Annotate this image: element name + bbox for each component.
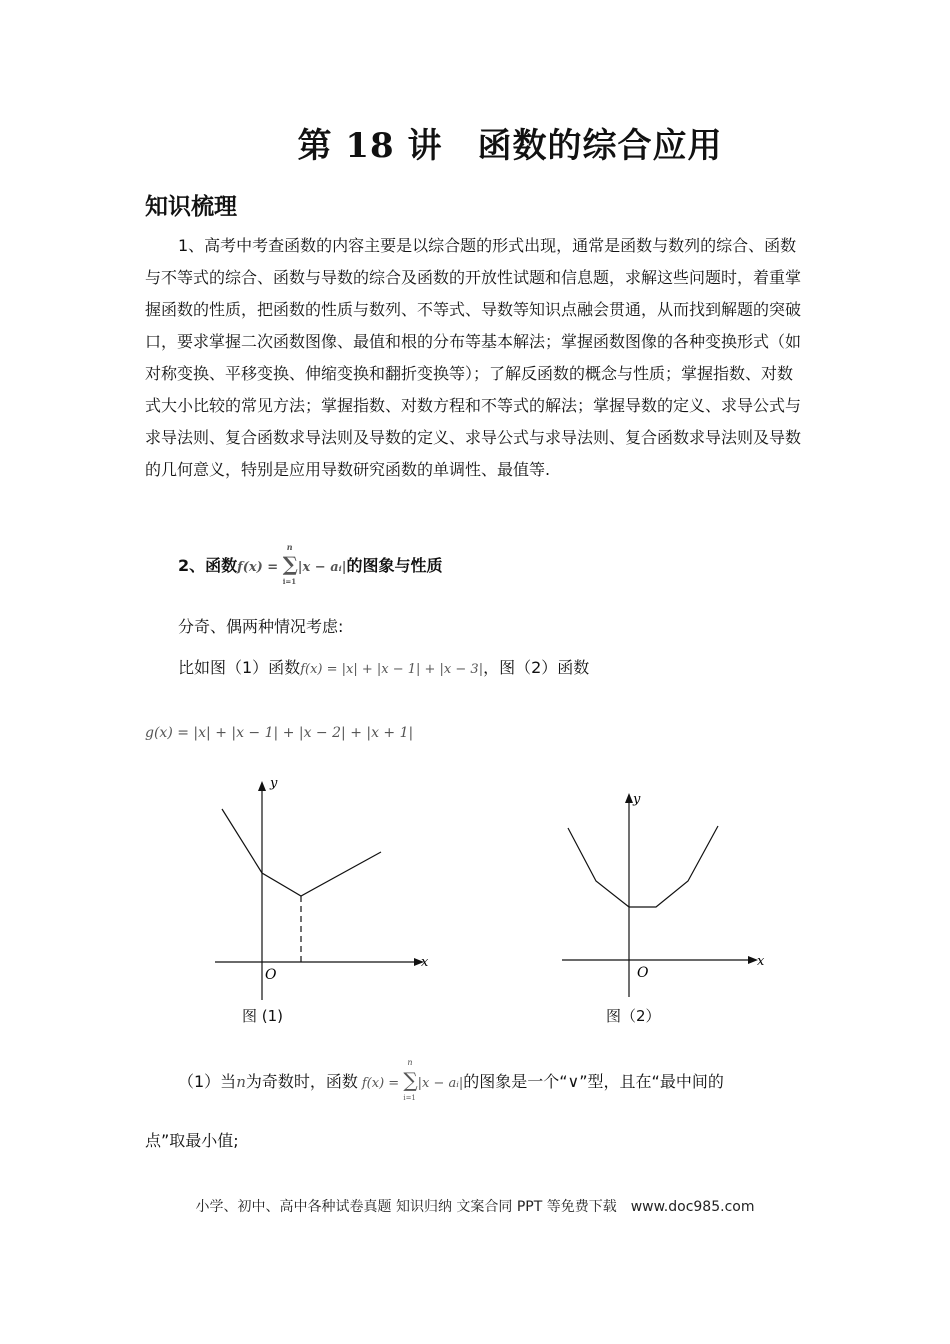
figure-2 (550, 785, 780, 1005)
g-formula-line (145, 722, 413, 741)
g-formula: g(x) = |x| + |x − 1| + |x − 2| + |x + 1| (145, 725, 414, 741)
odd-formula (361, 1058, 464, 1102)
page-footer: 小学、初中、高中各种试卷真题 知识归纳 文案合同 PPT 等免费下载 www.doc985.com (195, 1199, 755, 1215)
var-n: n (236, 1073, 246, 1091)
item-2-prefix: 2、函数 (178, 556, 238, 575)
x-label: x (757, 954, 765, 969)
sum-lower: i=1 (403, 1094, 416, 1102)
odd-case-line (178, 1058, 724, 1102)
example-line (178, 655, 589, 678)
origin-label: O (265, 967, 277, 983)
odd-prefix: （1）当 (178, 1072, 237, 1091)
item-2-formula (237, 542, 347, 586)
f-formula: f(x) = |x| + |x − 1| + |x − 3| (300, 662, 484, 677)
g-graph (568, 826, 718, 907)
formula-left: f(x) = (237, 560, 283, 575)
figure-1-caption: 图 (1) (242, 1007, 284, 1025)
formula-right: |x − aᵢ| (417, 1076, 464, 1091)
formula-left: f(x) = (361, 1076, 404, 1091)
odd-case-continuation: 点”取最小值; (145, 1131, 239, 1150)
y-label: y (270, 776, 278, 791)
sum-symbol: ∑ n i=1 (282, 542, 298, 586)
section-heading: 知识梳理 (145, 194, 237, 220)
paragraph-1: 1、高考中考查函数的内容主要是以综合题的形式出现，通常是函数与数列的综合、函数与不等式的综合、函数与导数的综合及函数的开放性试题和信息题，求解这些问题时，着重掌握函数的性质，把函数的性质与数列、不等式、导数等知识点融会贯通，从而找到解题的突破口，要求掌握二次函数图像、最值和根的分布等基本解法；掌握函数图像的各种变换形式（如对称变换、平移变换、伸缩变换和翻折变换等）；了解反函数的概念与性质；掌握指数、对数式大小比较的常见方法；掌握指数、对数方程和不等式的解法；掌握导数的定义、求导公式与求导法则、复合函数求导法则及导数的定义、求导公式与求导法则、复合函数求导法则及导数的几何意义，特别是应用导数研究函数的单调性、最值等. (145, 236, 802, 479)
y-label: y (633, 792, 641, 807)
cases-line: 分奇、偶两种情况考虑: (178, 617, 344, 636)
x-label: x (421, 955, 429, 970)
example-middle: ，图（2）函数 (483, 658, 590, 677)
sum-upper: n (286, 542, 293, 552)
page-title: 第 18 讲 函数的综合应用 (297, 126, 723, 166)
origin-label: O (637, 965, 649, 981)
example-prefix: 比如图（1）函数 (178, 658, 301, 677)
formula-right: |x − aᵢ| (297, 560, 347, 575)
y-axis-arrow (625, 793, 633, 803)
item-2-suffix: 的图象与性质 (346, 556, 443, 575)
odd-middle: 为奇数时，函数 (245, 1072, 358, 1091)
sum-symbol: ∑ n i=1 (403, 1058, 418, 1102)
sum-lower: i=1 (282, 577, 297, 586)
odd-suffix: 的图象是一个“∨”型，且在“最中间的 (463, 1072, 724, 1091)
y-axis-arrow (258, 781, 266, 791)
f-graph (222, 809, 381, 896)
figure-2-caption: 图（2） (606, 1007, 661, 1025)
figure-1 (200, 775, 430, 1005)
item-2-heading (178, 542, 443, 586)
sum-upper: n (407, 1058, 413, 1067)
